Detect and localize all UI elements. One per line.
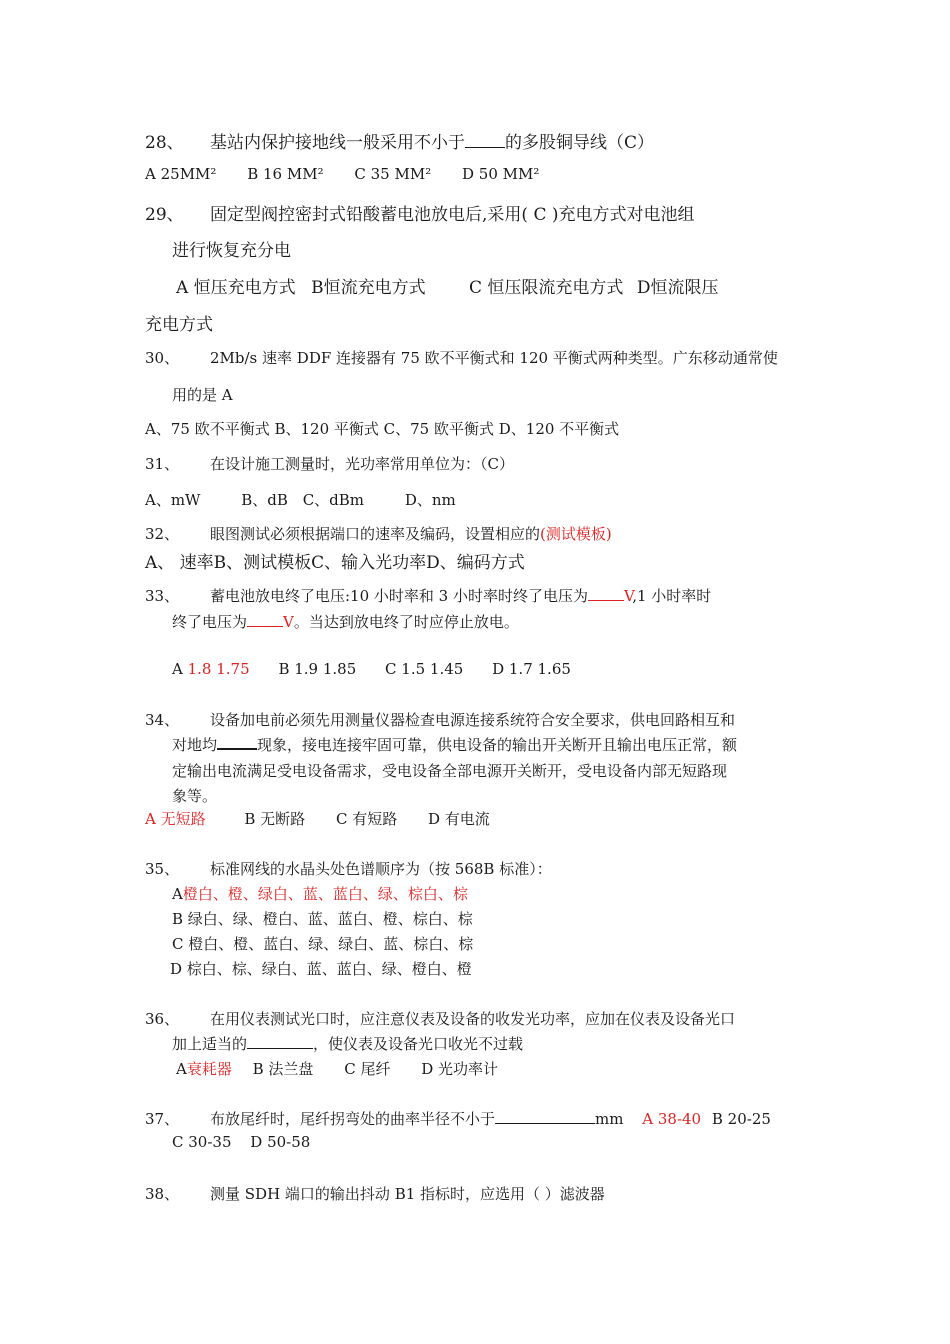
q30-number: 30、 bbox=[145, 349, 180, 367]
q37-options-line2 bbox=[172, 1133, 310, 1151]
q37-option-a: A 38-40 bbox=[642, 1110, 702, 1128]
q29-line1: 固定型阀控密封式铅酸蓄电池放电后,采用( C )充电方式对电池组 bbox=[210, 205, 695, 225]
q29-line2: 进行恢复充分电 bbox=[172, 241, 291, 261]
q31-option-c: C、dBm bbox=[302, 491, 365, 509]
q34-option-d: D 有电流 bbox=[428, 810, 490, 828]
q32-answer: (测试模板) bbox=[540, 525, 612, 543]
q35-number: 35、 bbox=[145, 860, 180, 878]
q33-line1: 蓄电池放电终了电压:10 小时率和 3 小时率时终了电压为 V,1 小时率时 bbox=[210, 587, 712, 605]
q29-option-a: A 恒压充电方式 bbox=[176, 278, 296, 298]
q35-option-a: A橙白、橙、绿白、蓝、蓝白、绿、棕白、棕 bbox=[172, 885, 468, 903]
q28-number: 28、 bbox=[145, 133, 184, 153]
q33-option-d: D 1.7 1.65 bbox=[492, 660, 571, 678]
q35-option-c: C 橙白、橙、蓝白、绿、绿白、蓝、棕白、棕 bbox=[172, 935, 474, 953]
q33-blank1 bbox=[588, 599, 624, 601]
q30-options: A、75 欧不平衡式 B、120 平衡式 C、75 欧平衡式 D、120 不平衡式 bbox=[145, 420, 620, 438]
q38-number: 38、 bbox=[145, 1185, 180, 1203]
q31-question: 在设计施工测量时，光功率常用单位为：（C） bbox=[210, 455, 514, 473]
q36-line2: 加上适当的 ，使仪表及设备光口收光不过载 bbox=[172, 1035, 524, 1053]
q36-options bbox=[176, 1058, 498, 1079]
q36-option-b: B 法兰盘 bbox=[252, 1060, 314, 1078]
q38-question: 测量 SDH 端口的输出抖动 B1 指标时，应选用（ ）滤波器 bbox=[210, 1185, 605, 1203]
q37-number: 37、 bbox=[145, 1110, 180, 1128]
q32-question: 眼图测试必须根据端口的速率及编码，设置相应的(测试模板) bbox=[210, 525, 612, 543]
q36-line1: 在用仪表测试光口时，应注意仪表及设备的收发光功率，应加在仪表及设备光口 bbox=[210, 1010, 736, 1028]
q29-number: 29、 bbox=[145, 205, 184, 225]
q34-blank bbox=[217, 747, 257, 750]
q36-option-d: D 光功率计 bbox=[421, 1060, 499, 1078]
q31-option-d: D、nm bbox=[404, 491, 456, 509]
q37-question: 布放尾纤时，尾纤拐弯处的曲率半径不小于 mm A 38-40 B 20-25 bbox=[210, 1110, 771, 1128]
q31-option-b: B、dB bbox=[241, 491, 288, 509]
q33-number: 33、 bbox=[145, 587, 180, 605]
q33-line2: 终了电压为 V。当达到放电终了时应停止放电。 bbox=[172, 613, 519, 631]
q28-option-a: A 25MM² bbox=[145, 165, 217, 183]
q34-line2: 对地均 现象，接电连接牢固可靠，供电设备的输出开关断开且输出电压正常，额 bbox=[172, 736, 738, 754]
q31-number: 31、 bbox=[145, 455, 180, 473]
q28-options bbox=[145, 165, 539, 183]
q30-line1: 2Mb/s 速率 DDF 连接器有 75 欧不平衡式和 120 平衡式两种类型。广东移动通常使 bbox=[210, 349, 778, 367]
q33-option-a-value: 1.8 1.75 bbox=[187, 660, 250, 678]
q37-option-c: C 30-35 bbox=[172, 1133, 232, 1151]
q33-options bbox=[172, 660, 571, 678]
q30-line2: 用的是 A bbox=[172, 386, 233, 404]
q34-option-c: C 有短路 bbox=[335, 810, 398, 828]
q28-option-c: C 35 MM² bbox=[354, 165, 432, 183]
q36-number: 36、 bbox=[145, 1010, 180, 1028]
q35-question: 标准网线的水晶头处色谱顺序为（按 568B 标准）： bbox=[210, 860, 552, 878]
q33-option-a-label: A bbox=[172, 660, 183, 678]
q28-option-b: B 16 MM² bbox=[247, 165, 324, 183]
q36-blank bbox=[247, 1047, 313, 1049]
q34-line1: 设备加电前必须先用测量仪器检查电源连接系统符合安全要求，供电回路相互和 bbox=[210, 711, 736, 729]
q33-blank2 bbox=[247, 625, 283, 627]
q34-options bbox=[145, 808, 490, 829]
q37-option-b: B 20-25 bbox=[711, 1110, 771, 1128]
q34-line4: 象等。 bbox=[172, 787, 218, 805]
q34-line3: 定输出电流满足受电设备需求，受电设备全部电源开关断开，受电设备内部无短路现 bbox=[172, 762, 728, 780]
q31-options bbox=[145, 489, 456, 510]
q33-unit1: V bbox=[624, 587, 633, 605]
q36-option-a-label: A bbox=[176, 1060, 187, 1078]
q29-option-b: B恒流充电方式 bbox=[311, 278, 426, 298]
q31-option-a: A、mW bbox=[145, 491, 201, 509]
q28-question: 基站内保护接地线一般采用不小于 的多股铜导线（C） bbox=[210, 133, 655, 153]
q33-option-b: B 1.9 1.85 bbox=[278, 660, 357, 678]
q32-number: 32、 bbox=[145, 525, 180, 543]
q29-option-c: C 恒压限流充电方式 bbox=[469, 278, 624, 298]
q36-option-c: C 尾纤 bbox=[344, 1060, 391, 1078]
q29-line4: 充电方式 bbox=[145, 315, 213, 335]
q37-option-d: D 50-58 bbox=[250, 1133, 311, 1151]
q33-unit2: V bbox=[283, 613, 294, 631]
q37-blank bbox=[495, 1122, 595, 1124]
q33-option-c: C 1.5 1.45 bbox=[385, 660, 464, 678]
q29-options bbox=[176, 273, 718, 298]
q32-options: A、 速率B、测试模板C、输入光功率D、编码方式 bbox=[145, 553, 525, 573]
q35-option-d: D 棕白、棕、绿白、蓝、蓝白、绿、橙白、橙 bbox=[170, 960, 472, 978]
q36-option-a: 衰耗器 bbox=[186, 1060, 232, 1078]
q34-number: 34、 bbox=[145, 711, 180, 729]
q28-blank bbox=[465, 146, 505, 148]
q34-option-b: B 无断路 bbox=[244, 810, 306, 828]
q29-option-d: D恒流限压 bbox=[636, 278, 719, 298]
q34-option-a: A 无短路 bbox=[145, 810, 206, 828]
q28-option-d: D 50 MM² bbox=[462, 165, 540, 183]
q35-option-b: B 绿白、绿、橙白、蓝、蓝白、橙、棕白、棕 bbox=[172, 910, 473, 928]
